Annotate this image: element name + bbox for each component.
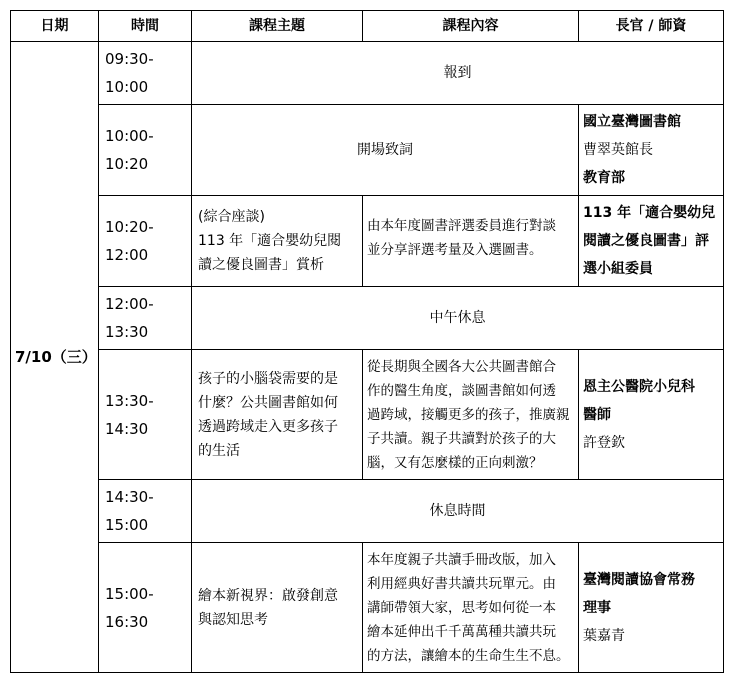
content-line: 由本年度圖書評選委員進行對談 xyxy=(367,218,556,234)
table-header-row xyxy=(11,11,724,42)
header-topic: 課程主題 xyxy=(192,11,363,42)
time-end: 13:30 xyxy=(105,323,149,341)
time-cell xyxy=(99,287,192,350)
content-line: 的方法，讓繪本的生命生生不息。 xyxy=(367,647,570,664)
time-end: 10:20 xyxy=(105,155,149,173)
table-row xyxy=(11,287,724,350)
topic-line: 讀之優良圖書」賞析 xyxy=(198,257,324,273)
table-row xyxy=(11,42,724,105)
date-cell: 7/10（三） xyxy=(11,42,99,673)
header-time: 時間 xyxy=(99,11,192,42)
table-row xyxy=(11,196,724,287)
table-row xyxy=(11,543,724,673)
topic-line: 113 年「適合嬰幼兒閱 xyxy=(198,233,342,249)
speaker-line: 臺灣閱讀協會常務 xyxy=(583,571,695,588)
time-cell xyxy=(99,543,192,673)
topic-line: 透過跨域走入更多孩子 xyxy=(198,418,338,435)
speaker-cell xyxy=(579,350,724,480)
time-start: 10:20- xyxy=(105,218,154,236)
table-row xyxy=(11,350,724,480)
speaker-line: 恩主公醫院小兒科 xyxy=(583,378,695,395)
speaker-cell xyxy=(579,105,724,196)
time-cell xyxy=(99,480,192,543)
header-content: 課程內容 xyxy=(363,11,579,42)
speaker-line: 閱讀之優良圖書」評 xyxy=(583,233,709,249)
speaker-line: 醫師 xyxy=(583,406,611,423)
topic-cell xyxy=(192,350,363,480)
header-date: 日期 xyxy=(11,11,99,42)
speaker-line: 選小組委員 xyxy=(583,261,653,277)
topic-cell xyxy=(192,543,363,673)
time-start: 14:30- xyxy=(105,488,154,506)
speaker-line: 葉嘉青 xyxy=(583,627,625,644)
schedule-table xyxy=(10,10,724,673)
time-cell xyxy=(99,350,192,480)
header-speaker: 長官 / 師資 xyxy=(579,11,724,42)
content-cell xyxy=(363,543,579,673)
speaker-line: 113 年「適合嬰幼兒 xyxy=(583,205,716,221)
time-start: 13:30- xyxy=(105,391,154,410)
merged-session-cell: 開場致詞 xyxy=(192,105,579,196)
merged-session-cell: 報到 xyxy=(192,42,724,105)
topic-line: 與認知思考 xyxy=(198,611,268,628)
content-cell xyxy=(363,196,579,287)
speaker-cell xyxy=(579,543,724,673)
content-line: 作的醫生角度，談圖書館如何透 xyxy=(367,382,556,399)
speaker-line: 教育部 xyxy=(583,170,625,186)
topic-line: 孩子的小腦袋需要的是 xyxy=(198,370,338,387)
speaker-line: 國立臺灣圖書館 xyxy=(583,114,681,130)
speaker-line: 曹翠英館長 xyxy=(583,142,653,158)
merged-session-cell: 休息時間 xyxy=(192,480,724,543)
content-line: 利用經典好書共讀共玩單元。由 xyxy=(367,575,556,592)
content-line: 本年度親子共讀手冊改版，加入 xyxy=(367,551,556,568)
content-line: 講師帶領大家，思考如何從一本 xyxy=(367,599,556,616)
time-cell xyxy=(99,105,192,196)
topic-line: (綜合座談) xyxy=(198,209,265,225)
speaker-line: 理事 xyxy=(583,599,611,616)
content-line: 繪本延伸出千千萬萬種共讀共玩 xyxy=(367,623,556,640)
speaker-line: 許登欽 xyxy=(583,434,625,451)
topic-line: 的生活 xyxy=(198,442,240,459)
time-end: 10:00 xyxy=(105,78,149,96)
time-start: 09:30- xyxy=(105,50,154,68)
time-start: 12:00- xyxy=(105,295,154,313)
time-start: 10:00- xyxy=(105,127,154,145)
topic-line: 繪本新視界：啟發創意 xyxy=(198,587,338,604)
content-line: 並分享評選考量及入選圖書。 xyxy=(367,242,543,258)
speaker-cell xyxy=(579,196,724,287)
content-line: 過跨域，接觸更多的孩子，推廣親 xyxy=(367,406,570,423)
topic-cell xyxy=(192,196,363,287)
time-end: 15:00 xyxy=(105,516,149,534)
time-cell xyxy=(99,42,192,105)
topic-line: 什麼？公共圖書館如何 xyxy=(198,394,338,411)
content-cell xyxy=(363,350,579,480)
time-end: 14:30 xyxy=(105,419,149,438)
content-line: 腦，又有怎麼樣的正向刺激？ xyxy=(367,454,543,471)
content-line: 子共讀。親子共讀對於孩子的大 xyxy=(367,430,556,447)
time-end: 16:30 xyxy=(105,612,149,631)
table-row xyxy=(11,105,724,196)
time-start: 15:00- xyxy=(105,584,154,603)
merged-session-cell: 中午休息 xyxy=(192,287,724,350)
content-line: 從長期與全國各大公共圖書館合 xyxy=(367,358,556,375)
time-cell xyxy=(99,196,192,287)
table-row xyxy=(11,480,724,543)
time-end: 12:00 xyxy=(105,246,149,264)
